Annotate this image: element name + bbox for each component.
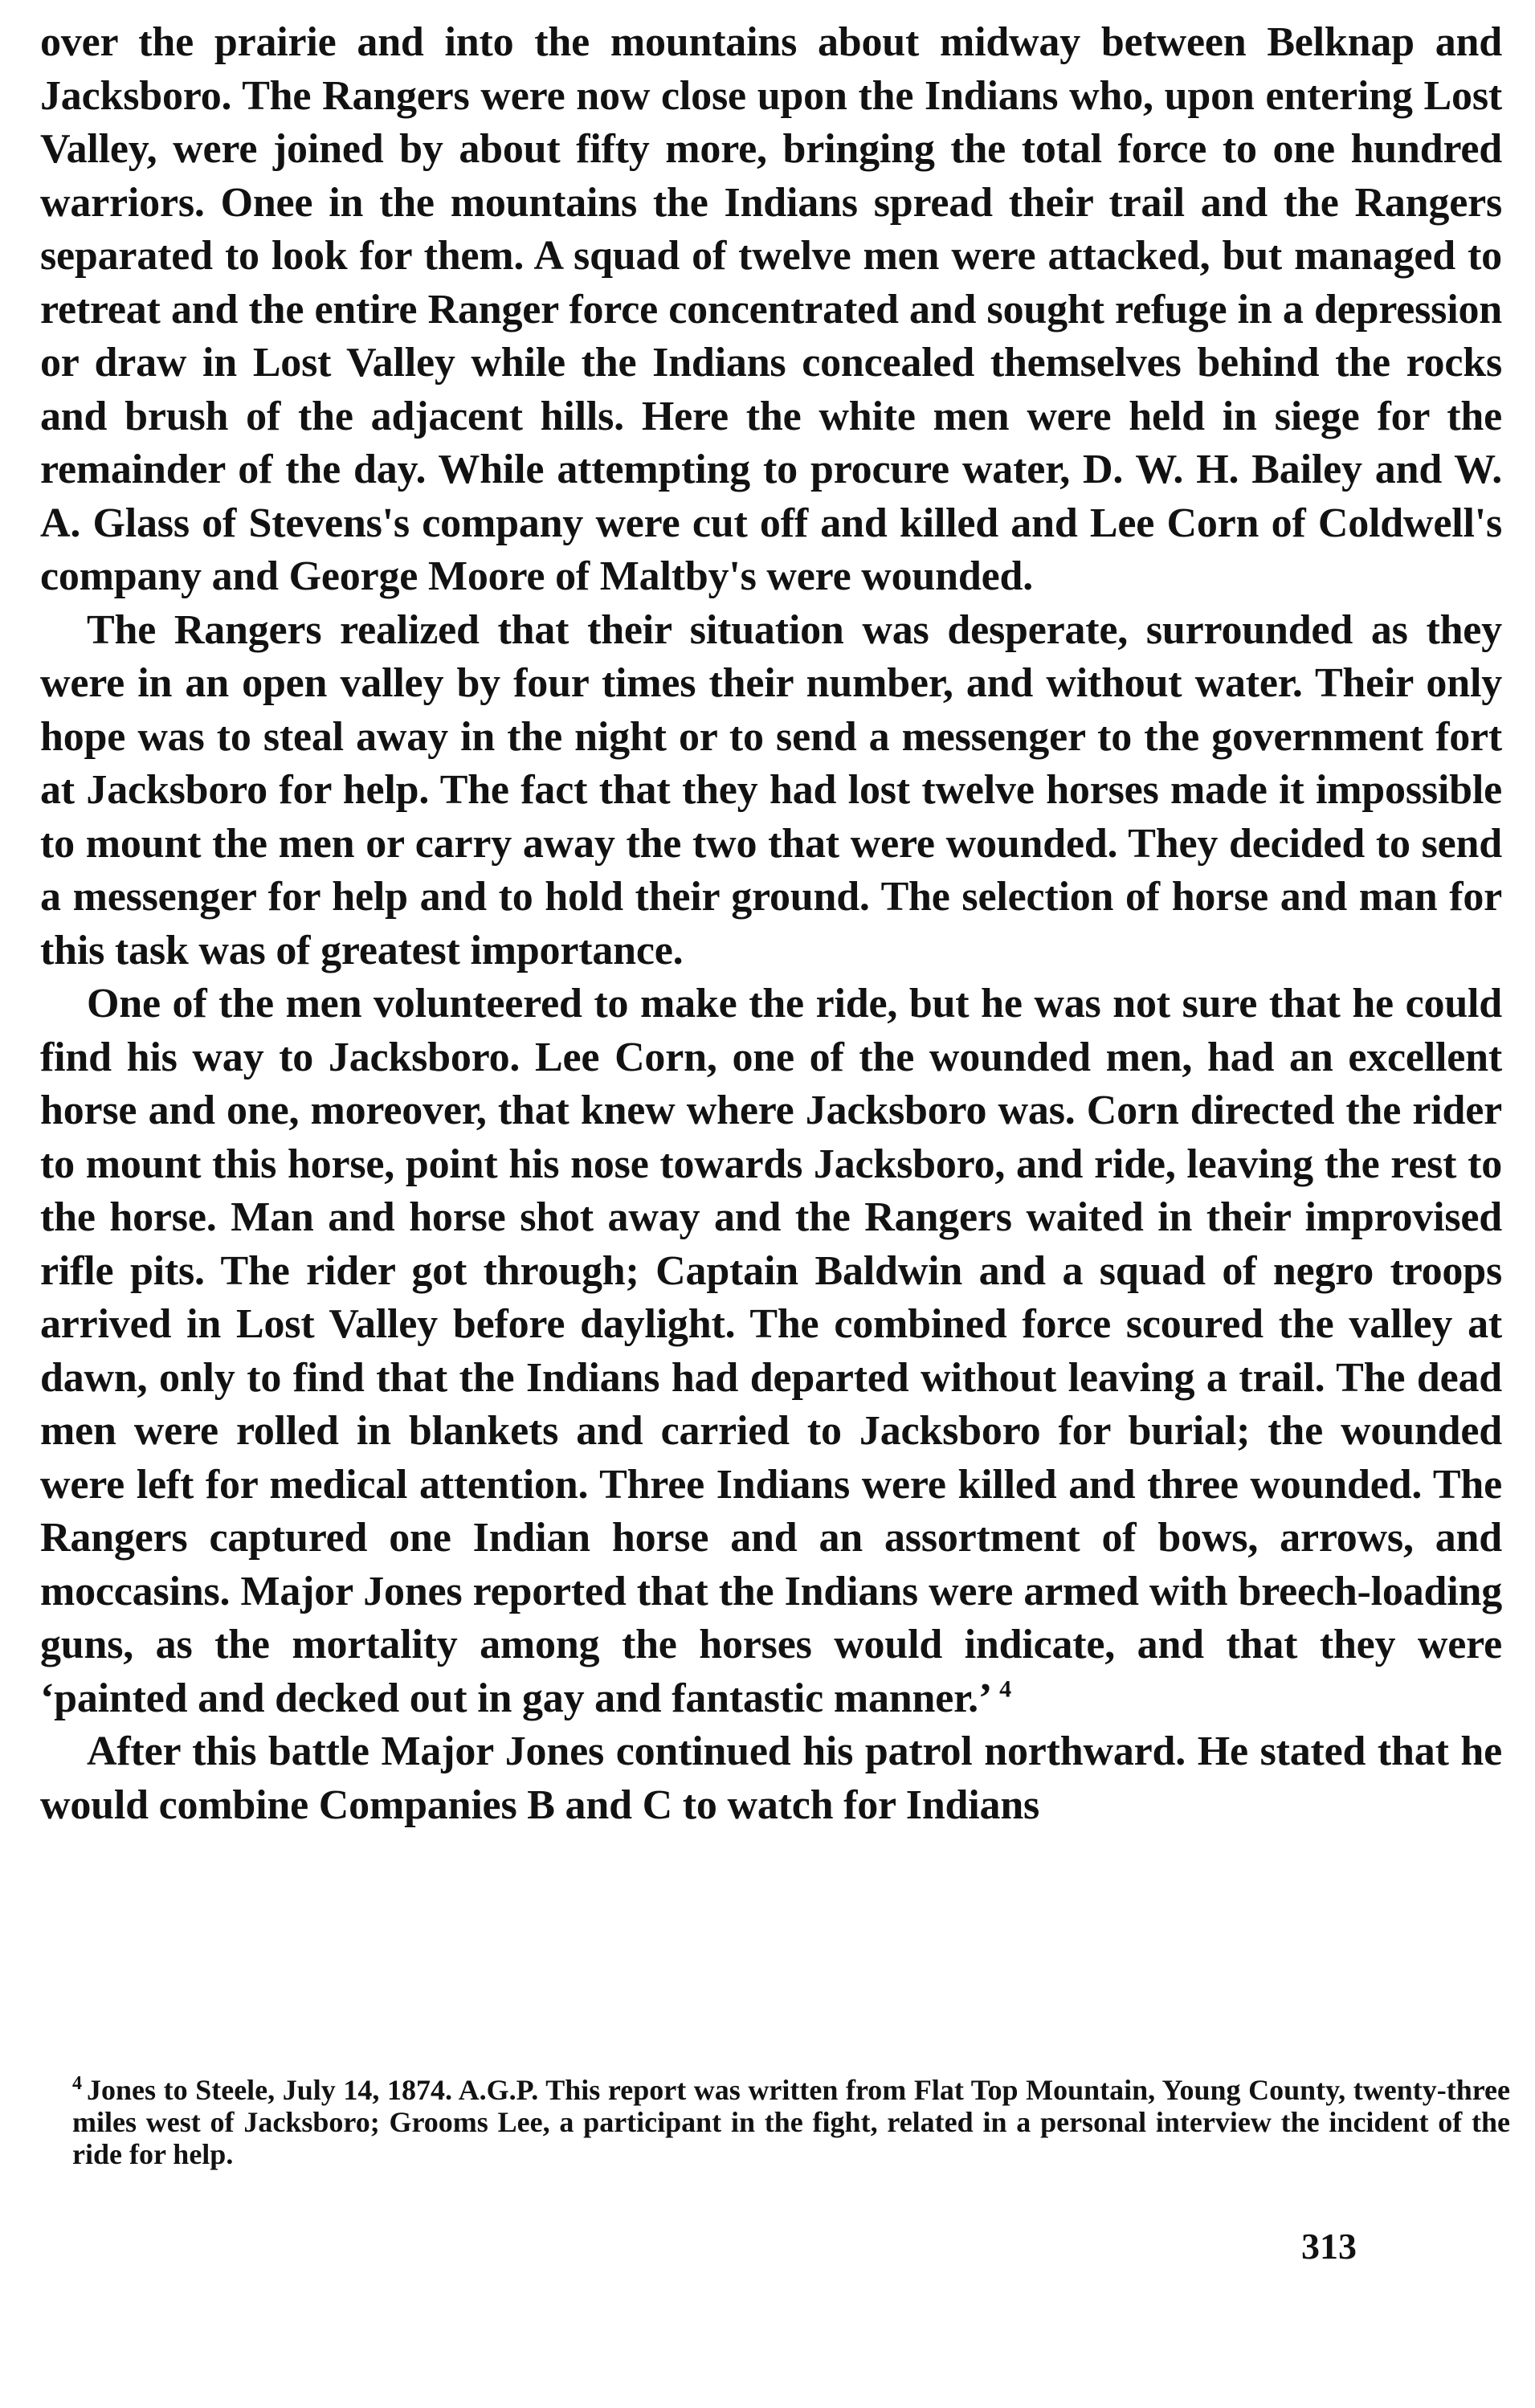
paragraph-2: The Rangers realized that their situation was desperate, surrounded as they were in an open valley by four times their number, and without water. Their only hope was to steal away in the night or to send a messenger to the government fort at Jacksboro for help. The fact that they had lost twelve horses made it impossible to mount the men or carry away the two that were wounded. They decided to send a messenger for help and to hold their ground. The selection of horse and man for this task was of greatest importance. [40,606,1502,973]
page-number: 313 [1301,2226,1357,2267]
page-body [40,16,1502,1832]
paragraph-4: After this battle Major Jones continued his patrol northward. He stated that he would combine Companies B and C to watch for Indians [40,1728,1502,1828]
paragraph-1: over the prairie and into the mountains about midway between Belknap and Jacksboro. The Rangers were now close upon the Indians who, upon entering Lost Valley, were joined by about fifty more, bringing the total force to one hundred warriors. Onee in the mountains the Indians spread their trail and the Rangers separated to look for them. A squad of twelve men were attacked, but managed to retreat and the entire Ranger force concentrated and sought refuge in a depression or draw in Lost Valley while the Indians concealed themselves behind the rocks and brush of the adjacent hills. Here the white men were held in siege for the remainder of the day. While attempting to procure water, D. W. H. Bailey and W. A. Glass of Stevens's company were cut off and killed and Lee Corn of Coldwell's company and George Moore of Maltby's were wounded. [40,19,1502,599]
paragraph-3-text: One of the men volunteered to make the ride, but he was not sure that he could find his way to Jacksboro. Lee Corn, one of the wounded men, had an excellent horse and one, moreover, that knew where Jacksboro was. Corn directed the rider to mount this horse, point his nose towards Jacksboro, and ride, leaving the rest to the horse. Man and horse shot away and the Rangers waited in their improvised rifle pits. The rider got through; Captain Baldwin and a squad of negro troops arrived in Lost Valley before daylight. The combined force scoured the valley at dawn, only to find that the Indians had departed without leaving a trail. The dead men were rolled in blankets and carried to Jacksboro for burial; the wounded were left for medical attention. Three Indians were killed and three wounded. The Rangers captured one Indian horse and an assortment of bows, arrows, and moccasins. Major Jones reported that the Indians were armed with breech-loading guns, as the mortality among the horses would indicate, and that they were ‘painted and decked out in gay and fantastic manner.’ [40,981,1502,1721]
footnote-text: Jones to Steele, July 14, 1874. A.G.P. This report was written from Flat Top Mountain, Young County, twenty-three miles west of Jacksboro; Grooms Lee, a participant in the fight, related in a personal interview the incident of the ride for help. [72,2074,1510,2170]
footnote-reference: 4 [999,1675,1011,1703]
paragraph-3 [40,977,1502,1725]
footnote-number: 4 [72,2073,82,2094]
footnote [72,2074,1510,2170]
